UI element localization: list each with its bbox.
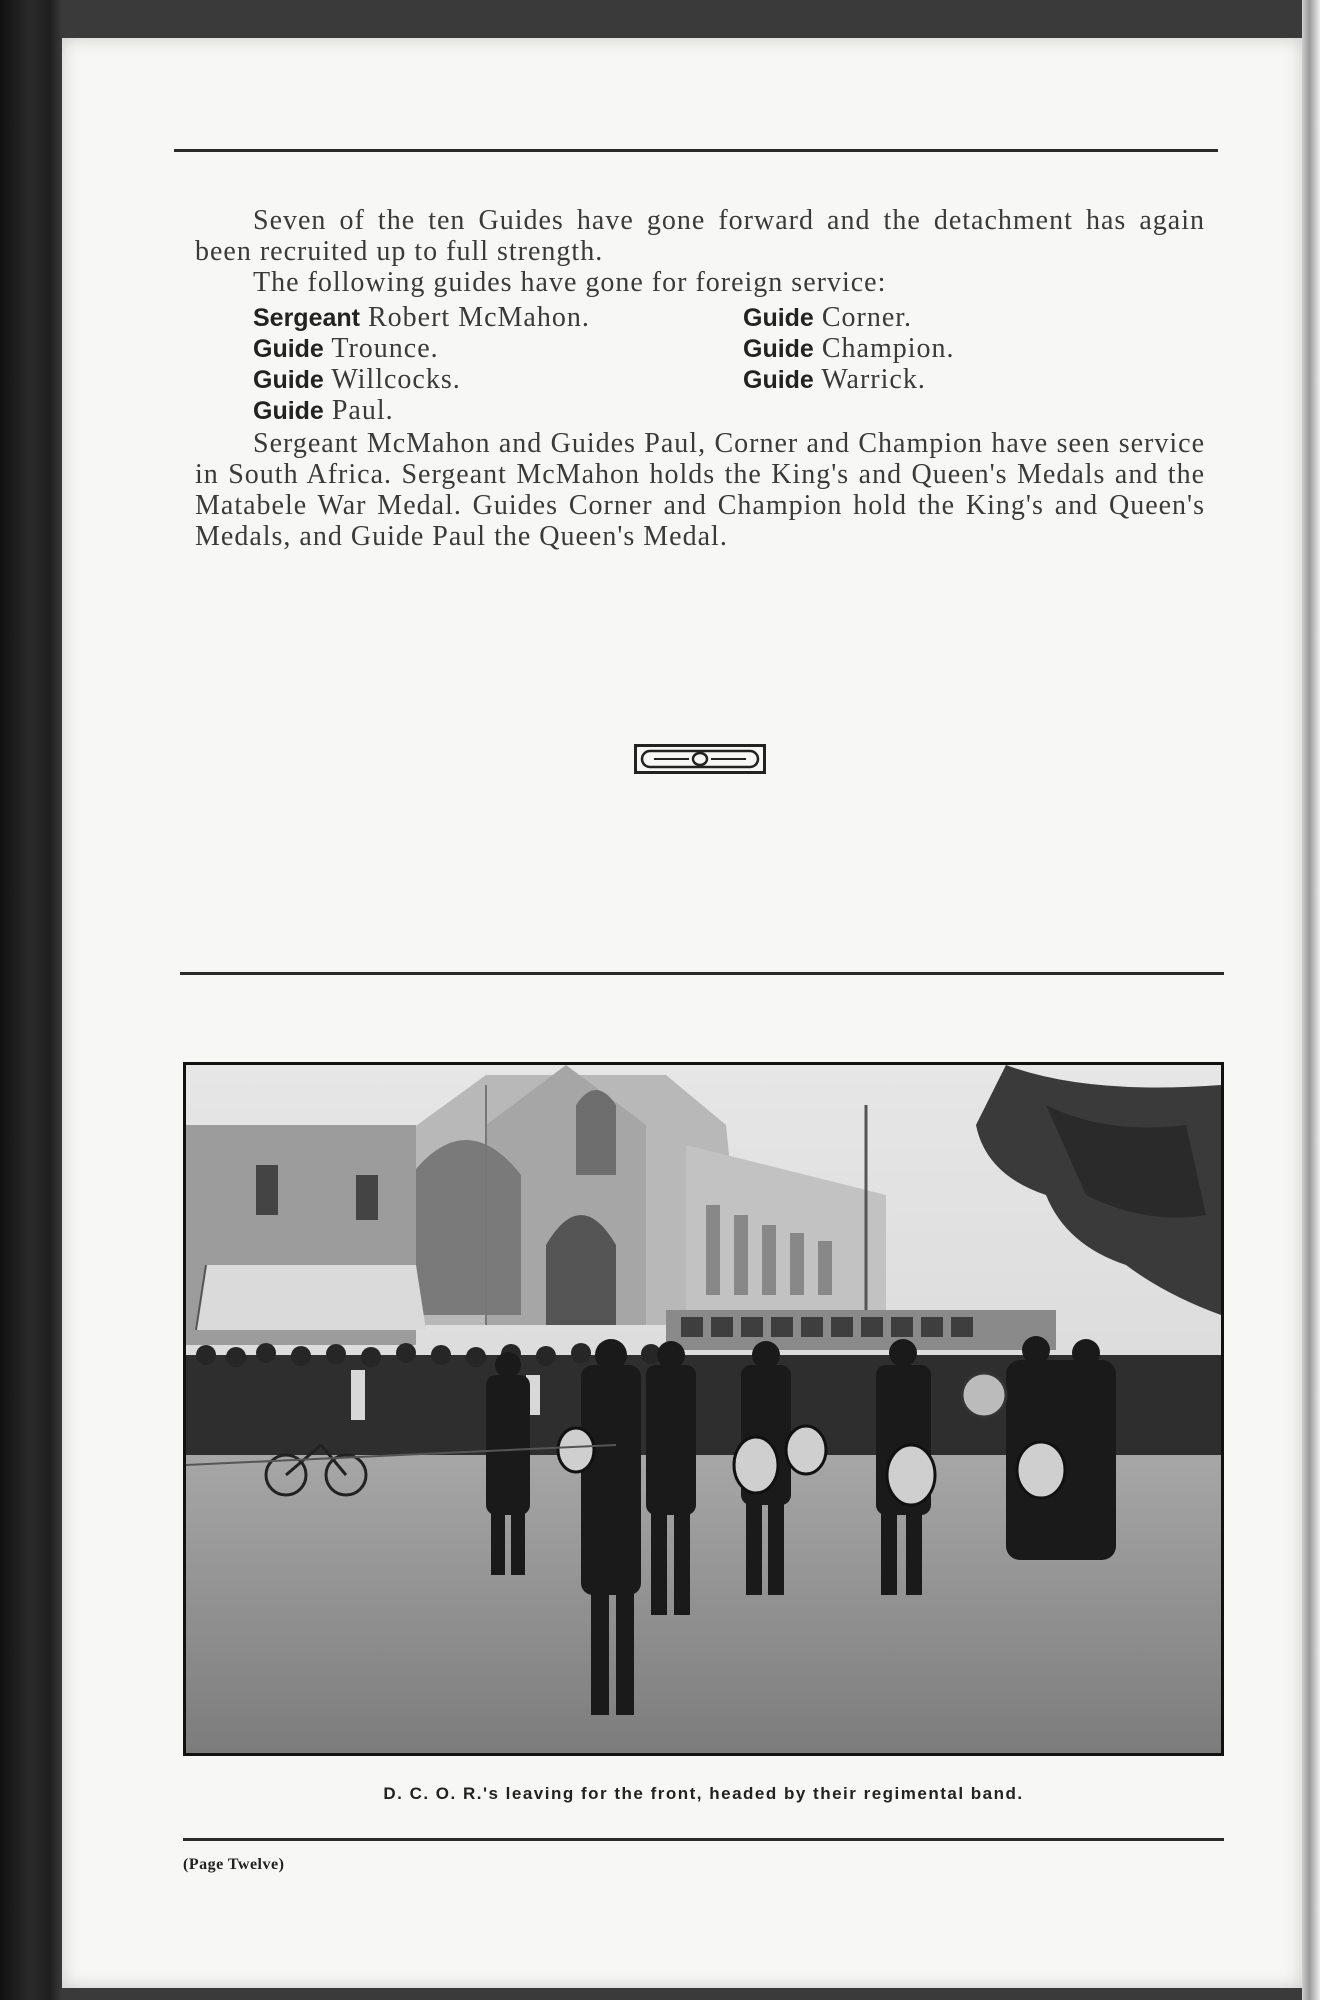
guides-list-right-column — [743, 302, 955, 395]
list-intro: The following guides have gone for foreign service: — [253, 267, 887, 298]
guides-list — [253, 302, 1205, 426]
page-edge — [1302, 0, 1320, 2000]
regiment-photo-image — [186, 1065, 1221, 1753]
article-body — [195, 205, 1205, 552]
bottom-rule — [183, 1838, 1224, 1841]
list-item: Guide Warrick. — [743, 364, 926, 395]
list-item: Guide Paul. — [253, 395, 394, 426]
list-item: Sergeant Robert McMahon. — [253, 302, 590, 333]
guides-list-left-column — [253, 302, 590, 426]
page-number: (Page Twelve) — [183, 1856, 285, 1873]
list-item: Guide Corner. — [743, 302, 913, 333]
list-item: Guide Champion. — [743, 333, 955, 364]
regiment-photo — [183, 1062, 1224, 1756]
closing-paragraph: Sergeant McMahon and Guides Paul, Corner and Champion have seen service in South Africa. Sergeant McMahon holds the King's and Queen's Medals and the Matabele War Medal. Guides Corner and Champion hold the King's and Queen's Medals, and Guide Paul the Queen's Medal. — [195, 428, 1205, 552]
middle-rule — [180, 972, 1224, 975]
photo-caption: D. C. O. R.'s leaving for the front, headed by their regimental band. — [383, 1784, 1024, 1803]
ornament-divider-icon — [634, 744, 766, 774]
list-item: Guide Willcocks. — [253, 364, 461, 395]
intro-paragraph: Seven of the ten Guides have gone forward and the detachment has again been recruited up to full strength. — [195, 205, 1205, 267]
top-rule — [174, 149, 1218, 152]
list-item: Guide Trounce. — [253, 333, 439, 364]
